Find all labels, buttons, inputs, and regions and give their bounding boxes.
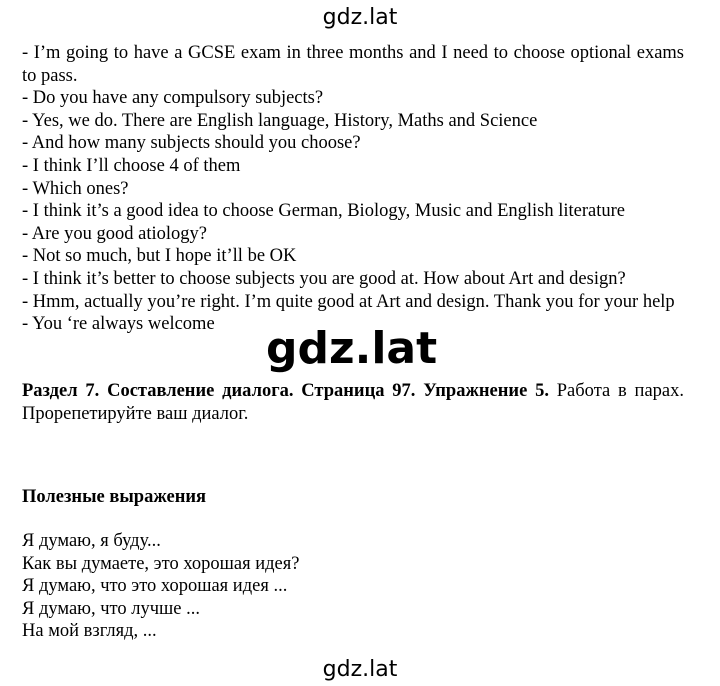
dialogue-line: - You ‘re always welcome [22, 314, 215, 335]
dialogue-line: - I think it’s better to choose subjects you are good at. How about Art and design? [22, 268, 626, 289]
phrase-item: Как вы думаете, это хорошая идея? [22, 553, 300, 574]
dialogue-line: - I’m going to have a GCSE exam in three months and I need to choose optional exams to pass. [22, 43, 684, 86]
task-text: Работа в парах. Прорепетируйте ваш диалог. [22, 381, 685, 424]
watermark-bottom: gdz.lat [322, 657, 398, 682]
task-heading: Раздел 7. Составление диалога. Страница 97. Упражнение 5. [22, 381, 549, 401]
phrase-item: На мой взгляд, ... [22, 621, 157, 642]
dialogue-line: - Hmm, actually you’re right. I’m quite good at Art and design. Thank you for your help [22, 291, 675, 312]
dialogue-line: - Which ones? [22, 178, 129, 199]
phrases-title: Полезные выражения [22, 487, 207, 507]
dialogue-line: - And how many subjects should you choose? [22, 133, 361, 154]
dialogue-line: - Not so much, but I hope it’ll be OK [22, 246, 297, 267]
dialogue-line: - I think I’ll choose 4 of them [22, 155, 241, 176]
phrase-item: Я думаю, что это хорошая идея ... [22, 576, 288, 597]
watermark-middle: gdz.lat [266, 323, 438, 374]
watermark-top: gdz.lat [322, 5, 398, 30]
dialogue-line: - Do you have any compulsory subjects? [22, 88, 324, 109]
task-paragraph [22, 380, 684, 425]
phrase-item: Я думаю, я буду... [22, 531, 161, 551]
phrases-list [22, 530, 684, 643]
dialogue-line: - I think it’s a good idea to choose German, Biology, Music and English literature [22, 201, 626, 222]
dialogue-line: - Are you good atiology? [22, 223, 207, 244]
phrase-item: Я думаю, что лучше ... [22, 598, 201, 619]
dialogue-line: - Yes, we do. There are English language, History, Maths and Science [22, 110, 538, 131]
dialogue [22, 42, 684, 336]
